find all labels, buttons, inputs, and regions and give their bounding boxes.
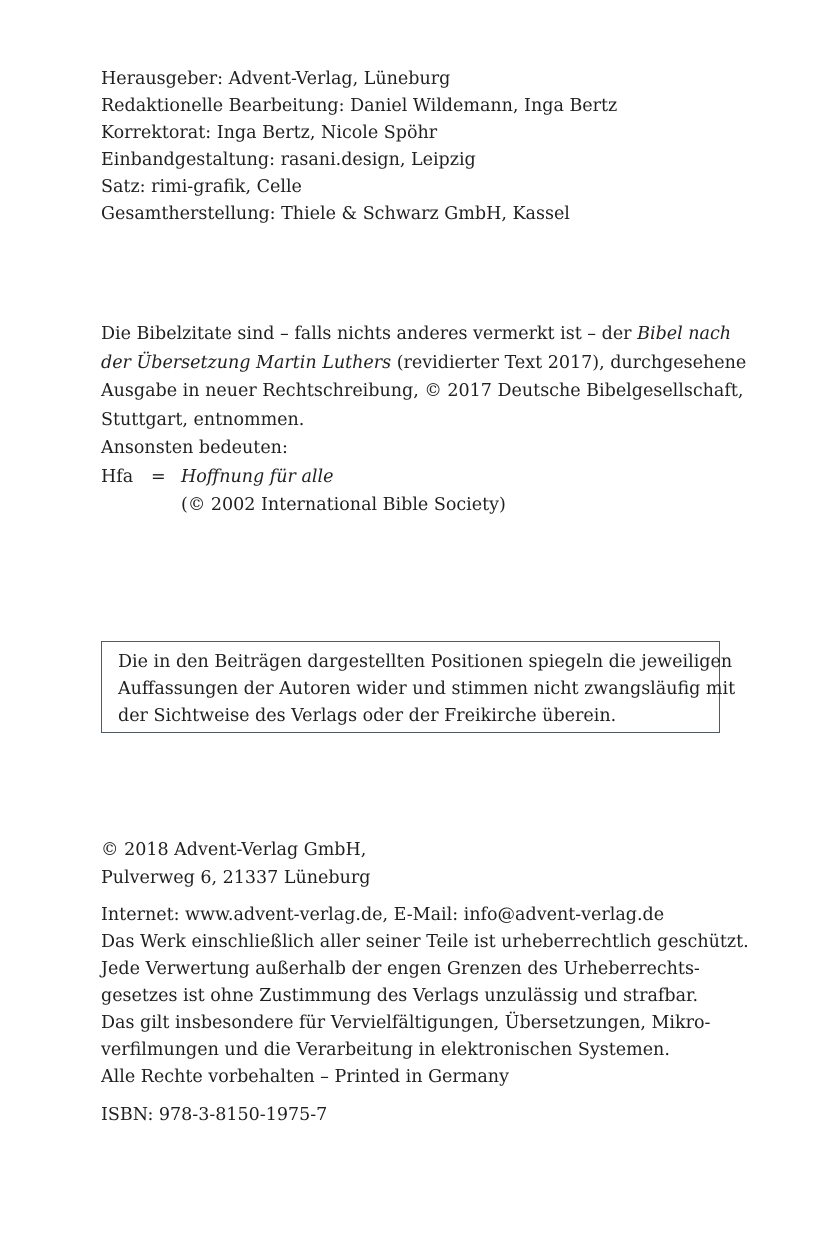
credit-typesetting: Satz: rimi-grafik, Celle	[101, 177, 302, 197]
copyright-block	[101, 836, 741, 892]
abbreviation-code: Hfa	[101, 466, 134, 487]
legal-line-4: gesetzes ist ohne Zustimmung des Verlags unzulässig und strafbar.	[101, 986, 699, 1006]
abbreviation-note: (© 2002 International Bible Society)	[181, 495, 506, 515]
disclaimer-line-1: Die in den Beiträgen dargestellten Positionen spiegeln die jeweiligen	[118, 652, 733, 672]
legal-line-6: verfilmungen und die Verarbeitung in elektronischen Systemen.	[101, 1040, 670, 1060]
disclaimer-line-3: der Sichtweise des Verlags oder der Freikirche überein.	[118, 706, 617, 726]
credit-editing: Redaktionelle Bearbeitung: Daniel Wildemann, Inga Bertz	[101, 96, 618, 116]
bible-line-1	[101, 320, 741, 349]
abbreviation-equals: =	[151, 466, 166, 487]
credit-production: Gesamtherstellung: Thiele & Schwarz GmbH, Kassel	[101, 204, 570, 224]
bible-line-2	[101, 349, 747, 378]
bible-line-2-text: (revidierter Text 2017), durchgesehene	[391, 352, 747, 373]
abbreviation-row	[101, 463, 741, 492]
bible-line-5: Ansonsten bedeuten:	[101, 438, 288, 458]
address-line: Pulverweg 6, 21337 Lüneburg	[101, 868, 371, 888]
legal-block	[101, 902, 749, 1091]
bible-line-3: Ausgabe in neuer Rechtschreibung, © 2017 Deutsche Bibelgesellschaft,	[101, 381, 744, 401]
bible-citation-block	[101, 320, 747, 520]
legal-line-5: Das gilt insbesondere für Vervielfältigungen, Übersetzungen, Mikro-	[101, 1013, 711, 1033]
legal-line-2: Das Werk einschließlich aller seiner Teile ist urheberrechtlich geschützt.	[101, 932, 749, 952]
credit-publisher: Herausgeber: Advent-Verlag, Lüneburg	[101, 69, 451, 89]
isbn-number: ISBN: 978-3-8150-1975-7	[101, 1105, 328, 1125]
legal-contact: Internet: www.advent-verlag.de, E-Mail: info@advent-verlag.de	[101, 905, 665, 925]
bible-line-4: Stuttgart, entnommen.	[101, 409, 305, 430]
credit-cover-design: Einbandgestaltung: rasani.design, Leipzig	[101, 150, 476, 170]
credits-block	[101, 66, 741, 228]
disclaimer-line-2: Auffassungen der Autoren wider und stimmen nicht zwangsläufig mit	[118, 679, 736, 699]
abbreviation-title: Hoffnung für alle	[181, 466, 334, 487]
bible-line-1-text: Die Bibelzitate sind – falls nichts anderes vermerkt ist – der	[101, 324, 638, 344]
isbn-block	[101, 1102, 741, 1129]
credit-proofreading: Korrektorat: Inga Bertz, Nicole Spöhr	[101, 123, 438, 143]
bible-title-part-2: der Übersetzung Martin Luthers	[101, 352, 392, 373]
bible-title-part-1: Bibel nach	[637, 324, 732, 344]
disclaimer-box	[101, 641, 736, 733]
copyright-line: © 2018 Advent-Verlag GmbH,	[101, 840, 367, 860]
legal-line-3: Jede Verwertung außerhalb der engen Grenzen des Urheberrechts-	[101, 959, 700, 979]
legal-rights: Alle Rechte vorbehalten – Printed in Germany	[101, 1067, 509, 1087]
